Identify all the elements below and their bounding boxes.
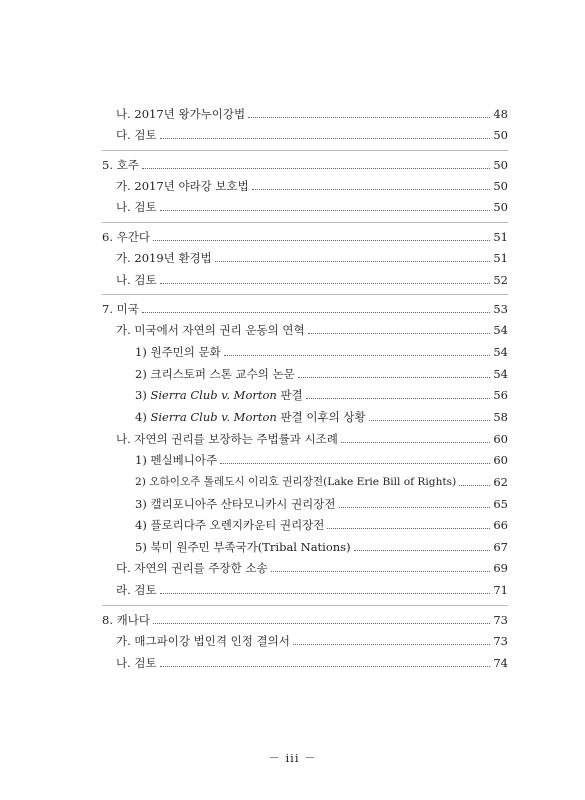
toc-entry-page: 51: [493, 251, 508, 265]
toc-entry-label: 5. 호주: [102, 158, 139, 172]
toc-entry-page: 71: [493, 583, 508, 597]
toc-entry-page: 73: [493, 613, 508, 627]
toc-entry-label: 가. 미국에서 자연의 권리 운동의 연혁: [116, 323, 305, 337]
toc-entry[interactable]: [135, 538, 508, 554]
toc-entry[interactable]: [116, 430, 508, 446]
toc-entry-label: 나. 자연의 권리를 보장하는 주법률과 시조례: [116, 432, 338, 446]
dot-leader: [160, 209, 491, 211]
dot-leader: [369, 419, 491, 421]
toc-entry-label: [135, 388, 306, 402]
dot-leader: [293, 643, 491, 645]
section-divider: [102, 222, 508, 223]
dot-leader: [160, 282, 491, 284]
toc-entry-page: 69: [493, 561, 508, 575]
dot-leader: [306, 397, 491, 399]
dot-leader: [160, 665, 491, 667]
toc-entry-label: 가. 2017년 야라강 보호법: [116, 179, 249, 193]
dot-leader: [160, 592, 491, 594]
toc-entry-page: 54: [493, 367, 508, 381]
dot-leader: [160, 137, 491, 139]
toc-entry-label: 7. 미국: [102, 302, 139, 316]
toc-entry[interactable]: [116, 271, 508, 287]
case-name: Sierra Club v. Morton: [150, 388, 277, 402]
item-suffix: 판결: [276, 388, 303, 402]
page-number-footer: － iii －: [268, 751, 317, 765]
toc-entry[interactable]: [135, 495, 508, 511]
dot-leader: [341, 441, 490, 443]
toc-entry-page: 50: [493, 179, 508, 193]
toc-entry[interactable]: [116, 126, 508, 142]
toc-entry-label: 3) 캘리포니아주 산타모니카시 권리장전: [135, 497, 336, 511]
toc-entry-label: 2) 오하이오주 톨레도시 이리호 권리장전(Lake Erie Bill of Rights): [135, 476, 457, 488]
toc-entry[interactable]: [116, 559, 508, 575]
dot-leader: [142, 311, 491, 313]
toc-entry-label: 다. 검토: [116, 128, 157, 142]
dot-leader: [153, 239, 490, 241]
toc-entry[interactable]: [102, 611, 508, 627]
toc-entry[interactable]: [135, 408, 508, 424]
toc-entry[interactable]: [116, 654, 508, 670]
dot-leader: [298, 376, 491, 378]
toc-entry-label: 6. 우간다: [102, 230, 150, 244]
toc-entry[interactable]: [102, 228, 508, 244]
toc-entry-label: 나. 2017년 왕가누이강법: [116, 107, 246, 121]
dot-leader: [459, 484, 490, 486]
toc-entry[interactable]: [135, 516, 508, 532]
toc-entry-label: 가. 2019년 환경법: [116, 251, 212, 265]
dot-leader: [220, 462, 490, 464]
toc-entry-label: 나. 검토: [116, 273, 157, 287]
dot-leader: [354, 549, 491, 551]
toc-entry-page: 60: [493, 432, 508, 446]
toc-entry-page: 56: [493, 388, 508, 402]
toc-entry-page: 54: [493, 345, 508, 359]
item-number: 3): [135, 388, 151, 402]
toc-entry-page: 51: [493, 230, 508, 244]
toc-entry-page: 66: [493, 518, 508, 532]
dot-leader: [153, 622, 490, 624]
dot-leader: [252, 188, 491, 190]
toc-entry-label: 나. 검토: [116, 656, 157, 670]
toc-entry[interactable]: [116, 581, 508, 597]
toc-entry-label: 라. 검토: [116, 583, 157, 597]
toc-entry-page: 50: [493, 128, 508, 142]
toc-entry-page: 50: [493, 158, 508, 172]
toc-entry-label: 2) 크리스토퍼 스톤 교수의 논문: [135, 367, 295, 381]
toc-entry-page: 54: [493, 323, 508, 337]
toc-entry-page: 50: [493, 200, 508, 214]
toc-entry-label: [135, 410, 369, 424]
dot-leader: [248, 116, 490, 118]
toc-entry-page: 65: [493, 497, 508, 511]
toc-entry-page: 60: [493, 453, 508, 467]
toc-entry[interactable]: [135, 451, 508, 467]
dot-leader: [224, 354, 491, 356]
dot-leader: [339, 506, 491, 508]
toc-entry-page: 67: [493, 540, 508, 554]
toc-entry[interactable]: [116, 105, 508, 121]
section-divider: [102, 150, 508, 151]
dot-leader: [142, 167, 491, 169]
toc-entry-page: 53: [493, 302, 508, 316]
dot-leader: [215, 260, 491, 262]
toc-entry[interactable]: [116, 321, 508, 337]
toc-entry-page: 62: [493, 475, 508, 489]
toc-entry[interactable]: [116, 249, 508, 265]
toc-entry-label: 5) 북미 원주민 부족국가(Tribal Nations): [135, 540, 351, 554]
dot-leader: [308, 332, 491, 334]
section-divider: [102, 294, 508, 295]
toc-entry-label: 1) 원주민의 문화: [135, 345, 221, 359]
toc-entry[interactable]: [135, 473, 508, 489]
toc-entry[interactable]: [102, 156, 508, 172]
toc-entry-page: 48: [493, 107, 508, 121]
toc-entry-label: 4) 플로리다주 오렌지카운티 권리장전: [135, 518, 325, 532]
dot-leader: [271, 570, 491, 572]
item-suffix: 판결 이후의 상황: [276, 410, 366, 424]
section-divider: [102, 605, 508, 606]
toc-entry[interactable]: [135, 386, 508, 402]
toc-entry[interactable]: [116, 198, 508, 214]
toc-entry[interactable]: [135, 365, 508, 381]
toc-entry-label: 나. 검토: [116, 200, 157, 214]
toc-entry-page: 52: [493, 273, 508, 287]
item-number: 4): [135, 410, 151, 424]
dot-leader: [327, 527, 490, 529]
toc-entry-page: 73: [493, 634, 508, 648]
toc-entry-label: 다. 자연의 권리를 주장한 소송: [116, 561, 268, 575]
toc-entry-label: 1) 펜실베니아주: [135, 453, 218, 467]
toc-entry[interactable]: [116, 632, 508, 648]
toc-entry[interactable]: [135, 343, 508, 359]
toc-entry-label: 8. 캐나다: [102, 613, 150, 627]
toc-entry[interactable]: [102, 300, 508, 316]
toc-entry-page: 58: [493, 410, 508, 424]
toc-entry-label: 가. 매그파이강 법인격 인정 결의서: [116, 634, 290, 648]
case-name: Sierra Club v. Morton: [150, 410, 277, 424]
toc-entry-page: 74: [493, 656, 508, 670]
toc-entry[interactable]: [116, 177, 508, 193]
